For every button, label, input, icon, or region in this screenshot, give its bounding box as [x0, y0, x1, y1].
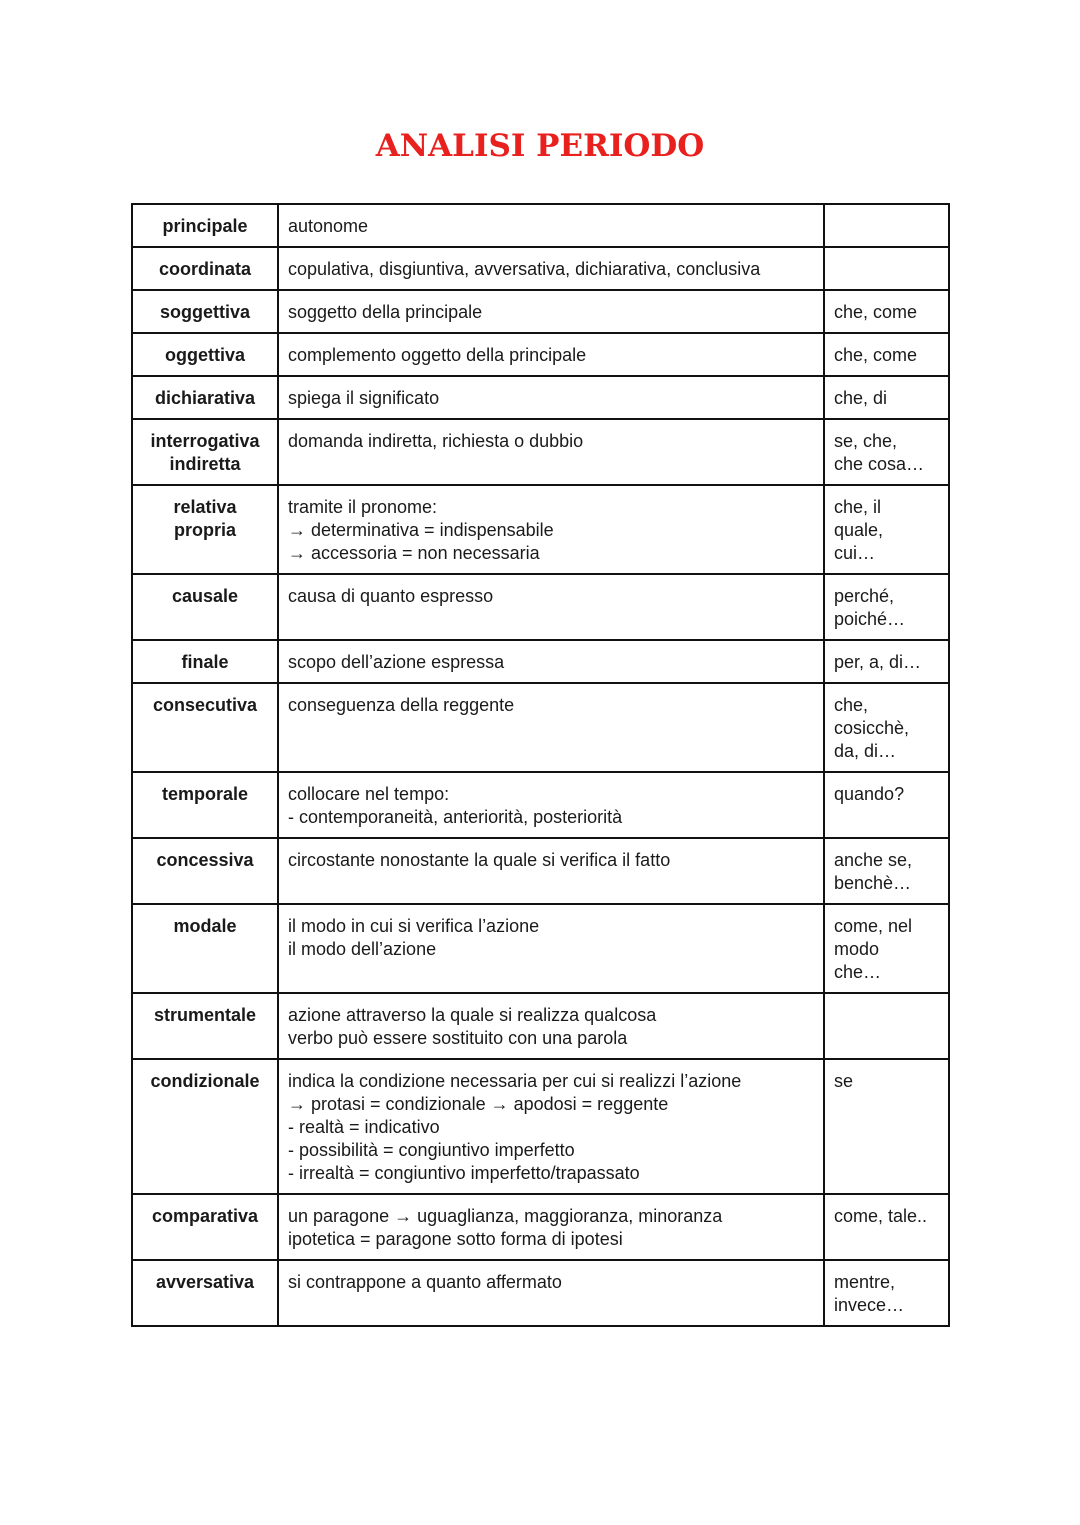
- clause-description: spiega il significato: [278, 376, 824, 419]
- clause-type: consecutiva: [132, 683, 278, 772]
- clause-description: circostante nonostante la quale si verifica il fatto: [278, 838, 824, 904]
- clause-description: tramite il pronome: → determinativa = indispensabile → accessoria = non necessaria: [278, 485, 824, 574]
- clause-conjunctions: anche se, benchè…: [824, 838, 949, 904]
- clause-conjunctions: se, che, che cosa…: [824, 419, 949, 485]
- clause-conjunctions: perché, poiché…: [824, 574, 949, 640]
- clause-type: soggettiva: [132, 290, 278, 333]
- table-row: [132, 290, 949, 333]
- table-row: [132, 772, 949, 838]
- clause-description: conseguenza della reggente: [278, 683, 824, 772]
- table-row: [132, 1059, 949, 1194]
- page-title: ANALISI PERIODO: [375, 128, 705, 164]
- clause-conjunctions: che, come: [824, 333, 949, 376]
- clause-type: principale: [132, 204, 278, 247]
- table-row: [132, 333, 949, 376]
- clause-description: indica la condizione necessaria per cui si realizzi l’azione → protasi = condizionale → apodosi = reggente - realtà = indicativo - possibilità = congiuntivo imperfetto - irrealtà = congiuntivo imperfetto/trapassato: [278, 1059, 824, 1194]
- clause-description: si contrappone a quanto affermato: [278, 1260, 824, 1326]
- clause-conjunctions: [824, 993, 949, 1059]
- clause-conjunctions: che, cosicchè, da, di…: [824, 683, 949, 772]
- clause-description: complemento oggetto della principale: [278, 333, 824, 376]
- clause-description: il modo in cui si verifica l’azione il modo dell’azione: [278, 904, 824, 993]
- clause-type: strumentale: [132, 993, 278, 1059]
- table-row: [132, 838, 949, 904]
- clause-type: comparativa: [132, 1194, 278, 1260]
- clause-conjunctions: come, tale..: [824, 1194, 949, 1260]
- clause-conjunctions: che, di: [824, 376, 949, 419]
- clause-type: interrogativa indiretta: [132, 419, 278, 485]
- table-row: [132, 204, 949, 247]
- clause-description: domanda indiretta, richiesta o dubbio: [278, 419, 824, 485]
- clause-description: scopo dell’azione espressa: [278, 640, 824, 683]
- table-row: [132, 485, 949, 574]
- clause-description: collocare nel tempo: - contemporaneità, anteriorità, posteriorità: [278, 772, 824, 838]
- clause-type: finale: [132, 640, 278, 683]
- clause-type: oggettiva: [132, 333, 278, 376]
- clause-type: coordinata: [132, 247, 278, 290]
- subordinate-clauses-table: [131, 203, 950, 1327]
- clause-type: relativa propria: [132, 485, 278, 574]
- table-row: [132, 640, 949, 683]
- table-row: [132, 904, 949, 993]
- clause-description: copulativa, disgiuntiva, avversativa, dichiarativa, conclusiva: [278, 247, 824, 290]
- clause-type: causale: [132, 574, 278, 640]
- clause-conjunctions: [824, 247, 949, 290]
- clause-description: un paragone → uguaglianza, maggioranza, minoranza ipotetica = paragone sotto forma di ipotesi: [278, 1194, 824, 1260]
- table-row: [132, 574, 949, 640]
- clause-type: concessiva: [132, 838, 278, 904]
- clause-type: dichiarativa: [132, 376, 278, 419]
- table-row: [132, 993, 949, 1059]
- clause-conjunctions: che, come: [824, 290, 949, 333]
- clause-description: autonome: [278, 204, 824, 247]
- table-row: [132, 419, 949, 485]
- table-row: [132, 683, 949, 772]
- clause-conjunctions: come, nel modo che…: [824, 904, 949, 993]
- table-row: [132, 247, 949, 290]
- clause-description: causa di quanto espresso: [278, 574, 824, 640]
- clause-type: condizionale: [132, 1059, 278, 1194]
- clause-conjunctions: se: [824, 1059, 949, 1194]
- table-row: [132, 1260, 949, 1326]
- clause-description: soggetto della principale: [278, 290, 824, 333]
- clause-conjunctions: [824, 204, 949, 247]
- clause-conjunctions: per, a, di…: [824, 640, 949, 683]
- clause-type: avversativa: [132, 1260, 278, 1326]
- table-row: [132, 376, 949, 419]
- clause-conjunctions: quando?: [824, 772, 949, 838]
- table-row: [132, 1194, 949, 1260]
- clause-type: modale: [132, 904, 278, 993]
- clause-conjunctions: mentre, invece…: [824, 1260, 949, 1326]
- clause-type: temporale: [132, 772, 278, 838]
- clause-conjunctions: che, il quale, cui…: [824, 485, 949, 574]
- clause-description: azione attraverso la quale si realizza qualcosa verbo può essere sostituito con una parola: [278, 993, 824, 1059]
